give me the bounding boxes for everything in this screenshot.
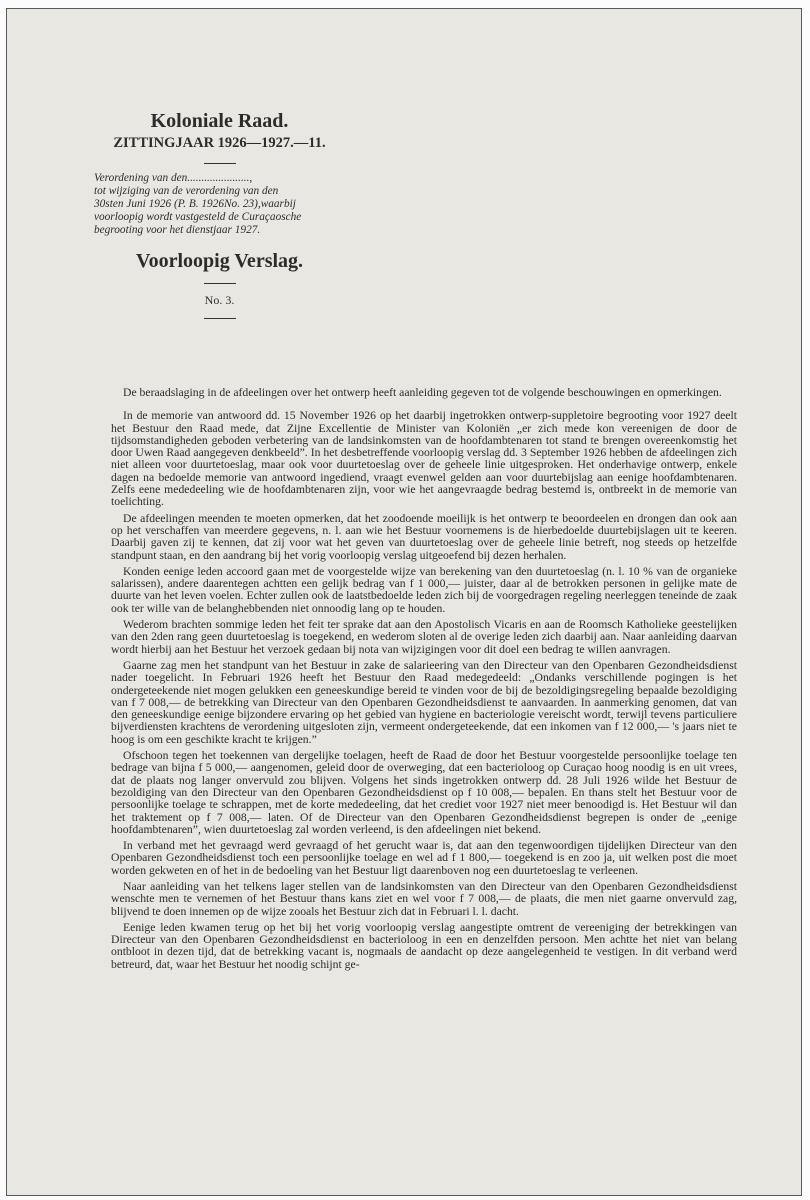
paragraph: Gaarne zag men het standpunt van het Bestuur in zake de salarieering van den Directeur van den Openbaren Gezondheidsdienst nader toegelicht. In Februari 1926 heeft het Bestuur den Raad medegedeeld: „Ondanks verschillende pogingen is het ondergeteekende niet mogen gelukken een geneeskundige bereid te vinden voor de bij de bezoldigingsregeling bepaalde bezoldiging van f 7 008,— de betrekking van Directeur van den Openbaren Gezondheidsdienst te aanvaarden. In aanmerking genomen, dat van den geneeskundige eenige bijzondere ervaring op het gebied van hygiene en bacteriologie vereischt wordt, terwijl tevens particuliere bijverdiensten krachtens de verordening uitgesloten zijn, vermeent ondergeteekende, dat een inkomen van f 12 000,— 's jaars niet te hoog is om een geschikte kracht te krijgen.” <box>111 658 737 746</box>
ordinance-line: tot wijziging van de verordening van den <box>94 185 279 197</box>
ordinance-line: voorloopig wordt vastgesteld de Curaçaosche <box>94 211 302 223</box>
header-divider <box>204 163 236 164</box>
document-page <box>6 8 802 1196</box>
ordinance-line: Verordening van den......................, <box>94 172 253 184</box>
paragraph: In verband met het gevraagd werd gevraagd of het gerucht waar is, dat aan den tegenwoordigen tijdelijken Directeur van den Openbaren Gezondheidsdienst toch een persoonlijke toelage en wel ad f 1 800,— toegekend is en zoo ja, uit welken post die moet worden gekweten en of het in de bedoeling van het Bestuur ligt daarenboven nog een duurtetoeslag te verleenen. <box>111 839 737 877</box>
ordinance-line: 30sten Juni 1926 (P. B. 1926No. 23),waarbij <box>94 198 296 210</box>
report-number: No. 3. <box>204 293 235 307</box>
number-divider <box>204 318 236 319</box>
report-title: Voorloopig Verslag. <box>135 250 304 272</box>
report-body <box>111 387 737 975</box>
document-header <box>82 109 357 327</box>
paragraph: Wederom brachten sommige leden het feit ter sprake dat aan den Apostolisch Vicaris en aan de Roomsch Katholieke geestelijken van den 2den rang geen duurtetoeslag is toegekend, en wederom sloten al de overige leden zich daarbij aan. Naar aanleiding daarvan wordt hierbij aan het Bestuur het verzoek gedaan bij nota van wijzigingen voor dit doel een bedrag te willen aanvragen. <box>111 618 737 656</box>
council-title: Koloniale Raad. <box>150 110 289 132</box>
paragraph: In de memorie van antwoord dd. 15 November 1926 op het daarbij ingetrokken ontwerp-suppletoire begrooting voor 1927 deelt het Bestuur den Raad mede, dat Zijne Excellentie de Minister van Koloniën „er zich mede kon vereenigen de door de tijdsomstandigheden geboden verbetering van de landsinkomsten van de hoofdambtenaren tot stand te brengen overeenkomstig het door Uwen Raad aangegeven denkbeeld”. In het desbetreffende voorloopig verslag dd. 3 September 1926 hebben de afdeelingen zich niet alleen voor duurtetoeslag, maar ook voor duurtetoeslag over de geheele linie uitgesproken. Het onderhavige ontwerp, enkele dagen na bedoelde memorie van antwoord ingediend, vraagt evenwel gelden aan voor duurtebijslag aan eenige hoofdambtenaren. Zelfs eene mededeeling wie de hoofdambtenaren zijn, voor wie het aangevraagde bedrag bestemd is, ontbreekt in de memorie van toelichting. <box>111 409 737 509</box>
session-year: ZITTINGJAAR 1926—1927.—11. <box>113 135 326 151</box>
paragraph: Eenige leden kwamen terug op het bij het vorig voorloopig verslag aangestipte omtrent de vereeniging der betrekkingen van Directeur van den Openbaren Gezondheidsdienst en bacterioloog in een en denzelfden persoon. Men achtte het niet van belang ontbloot in dezen tijd, dat de betrekking vacant is, nogmaals de aandacht op deze aangelegenheid te vestigen. In dit verband werd betreurd, dat, waar het Bestuur het noodig schijnt ge- <box>111 920 737 971</box>
paragraph: De afdeelingen meenden te moeten opmerken, dat het zoodoende moeilijk is het ontwerp te beoordeelen en drongen dan ook aan op het verschaffen van meerdere gegevens, n. l. aan wie het Bestuur voornemens is de hierbedoelde duurtebijslagen uit te keeren. Daarbij gaven zij te kennen, dat zij voor wat het geven van duurtetoeslag over de geheele linie betreft, nog steeds op hetzelfde standpunt staan, en den aandrang bij het vorig voorloopig verslag uitgeoefend bij dezen herhalen. <box>111 511 737 562</box>
paragraph: Konden eenige leden accoord gaan met de voorgestelde wijze van berekening van den duurtetoeslag (n. l. 10 % van de organieke salarissen), andere daarentegen achtten een gelijk bedrag van f 1 000,— juister, daar al de betrokken personen in gelijke mate de duurte van het leven voelen. Echter zullen ook de laatstbedoelde leden zich bij de voorgedragen regeling neerleggen teneinde de zaak ook ter wille van de belanghebbenden niet onnoodig lang op te houden. <box>111 564 737 615</box>
title-divider <box>204 283 236 284</box>
paragraph: Ofschoon tegen het toekennen van dergelijke toelagen, heeft de Raad de door het Bestuur voorgestelde persoonlijke toelage ten bedrage van bijna f 5 000,— aangenomen, geleid door de overweging, dat een bacterioloog op Curaçao hoog noodig is en uit vrees, dat de plaats nog langer onvervuld zou blijven. Volgens het sinds ingetrokken ontwerp dd. 28 Juli 1926 wilde het Bestuur de bezoldiging van den Directeur van den Openbaren Gezondheidsdienst op f 10 008,— bepalen. En thans stelt het Bestuur voor de persoonlijke toelage te schrappen, met de korte mededeeling, dat het crediet voor 1927 niet meer benoodigd is. Het Bestuur wil dan het traktement op f 7 008,— laten. Of de Directeur van den Openbaren Gezondheidsdienst begrepen is onder de „eenige hoofdambtenaren”, wien duurtetoeslag zal worden verleend, is den afdeelingen niet bekend. <box>111 749 737 836</box>
paragraph: Naar aanleiding van het telkens lager stellen van de landsinkomsten van den Directeur van den Openbaren Gezondheidsdienst wenschte men te vernemen of het Bestuur thans kans ziet en wel voor f 7 008,— de plaats, die men niet gaarne onvervuld zag, blijvend te doen innemen op de wijze zooals het Bestuur zich dat in Februari l. l. dacht. <box>111 879 737 918</box>
paragraph: De beraadslaging in de afdeelingen over het ontwerp heeft aanleiding gegeven tot de volgende beschouwingen en opmerkingen. <box>123 386 722 399</box>
ordinance-description <box>94 172 357 237</box>
ordinance-line: begrooting voor het dienstjaar 1927. <box>94 224 261 236</box>
